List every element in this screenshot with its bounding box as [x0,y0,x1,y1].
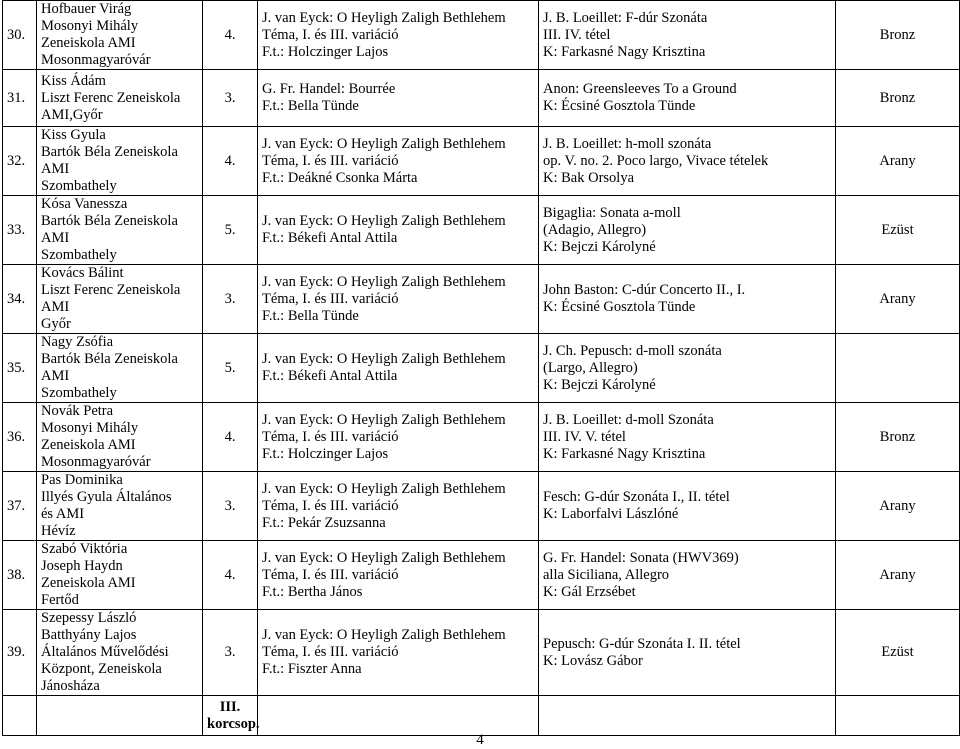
student-line: Általános Művelődési [41,644,169,660]
compulsory-piece-line: F.t.: Deákné Csonka Márta [262,169,418,186]
student-line: Mosonmagyaróvár [41,454,151,470]
student-cell [37,70,203,127]
chosen-piece-line: (Adagio, Allegro) [543,221,647,238]
chosen-piece-line: K: Laborfalvi Lászlóné [543,506,679,522]
table-row [3,70,960,127]
grade-cell: 3. [203,70,258,127]
compulsory-piece-cell [258,610,539,696]
award-cell: Bronz [836,403,960,472]
chosen-piece-line: III. IV. V. tétel [543,428,626,445]
student-line: AMI,Győr [41,106,103,123]
student-line: Szombathely [41,178,117,194]
compulsory-piece-line: Téma, I. és III. variáció [262,644,399,660]
student-line: Győr [41,316,71,332]
student-line: Illyés Gyula Általános [41,489,172,505]
compulsory-piece-cell [258,70,539,127]
compulsory-piece-cell [258,472,539,541]
student-cell [37,541,203,610]
award-cell: Arany [836,472,960,541]
student-line: Batthyány Lajos [41,627,137,643]
student-line: Kovács Bálint [41,265,124,281]
award-cell: Bronz [836,1,960,70]
compulsory-piece-line: F.t.: Holczinger Lajos [262,445,389,462]
chosen-piece-line: J. B. Loeillet: F-dúr Szonáta [543,9,708,26]
grade-cell: 4. [203,1,258,70]
age-group-line: korcsop. [207,715,260,732]
grade-cell: 4. [203,541,258,610]
student-cell [37,196,203,265]
compulsory-piece-line: F.t.: Békefi Antal Attila [262,368,398,384]
compulsory-piece-line: Téma, I. és III. variáció [262,497,399,514]
compulsory-piece-cell [258,265,539,334]
student-line: Bartók Béla Zeneiskola [41,144,178,160]
student-cell [37,472,203,541]
chosen-piece-cell [539,403,836,472]
award-cell: Ezüst [836,610,960,696]
compulsory-piece-line: G. Fr. Handel: Bourrée [262,81,396,97]
table-row [3,334,960,403]
chosen-piece-line: Pepusch: G-dúr Szonáta I. II. tétel [543,635,741,652]
compulsory-piece-line: F.t.: Bertha János [262,583,363,600]
student-line: Zeneiskola AMI [41,575,136,591]
table-row [3,610,960,696]
compulsory-piece-line: F.t.: Fiszter Anna [262,661,362,677]
chosen-piece-line: John Baston: C-dúr Concerto II., I. [543,282,746,298]
group-row [3,696,960,736]
chosen-piece-cell [539,265,836,334]
student-line: AMI [41,299,70,315]
student-line: Mosonyi Mihály [41,420,139,436]
compulsory-piece-line: J. van Eyck: O Heyligh Zaligh Bethlehem [262,627,506,643]
student-line: Fertőd [41,592,79,608]
grade-cell: 5. [203,334,258,403]
compulsory-piece-line: Téma, I. és III. variáció [262,428,399,445]
chosen-piece-cell [539,610,836,696]
student-line: és AMI [41,506,85,522]
row-number: 33. [3,196,37,265]
empty-cell [3,696,37,736]
compulsory-piece-line: Téma, I. és III. variáció [262,290,399,307]
compulsory-piece-cell [258,1,539,70]
row-number: 36. [3,403,37,472]
compulsory-piece-line: J. van Eyck: O Heyligh Zaligh Bethlehem [262,9,506,26]
compulsory-piece-cell [258,334,539,403]
student-line: Liszt Ferenc Zeneiskola [41,89,181,106]
student-line: Mosonyi Mihály [41,18,139,34]
student-line: Szepessy László [41,610,137,626]
student-line: Jánosháza [41,678,100,694]
student-line: Mosonmagyaróvár [41,52,151,68]
row-number: 32. [3,127,37,196]
row-number: 38. [3,541,37,610]
student-line: AMI [41,230,70,246]
student-cell [37,265,203,334]
chosen-piece-line: J. B. Loeillet: d-moll Szonáta [543,411,714,428]
student-line: Kiss Gyula [41,127,106,143]
chosen-piece-cell [539,196,836,265]
student-line: Szabó Viktória [41,541,128,557]
student-line: Joseph Haydn [41,558,123,574]
chosen-piece-line: G. Fr. Handel: Sonata (HWV369) [543,549,739,566]
student-line: Novák Petra [41,403,114,419]
row-number: 35. [3,334,37,403]
chosen-piece-line: Bigaglia: Sonata a-moll [543,204,681,221]
compulsory-piece-line: J. van Eyck: O Heyligh Zaligh Bethlehem [262,351,506,367]
compulsory-piece-line: J. van Eyck: O Heyligh Zaligh Bethlehem [262,273,506,290]
student-line: Bartók Béla Zeneiskola [41,213,178,229]
table-row [3,127,960,196]
grade-cell: 4. [203,127,258,196]
student-line: Nagy Zsófia [41,334,114,350]
student-line: Központ, Zeneiskola [41,661,162,677]
grade-cell: 3. [203,610,258,696]
table-row [3,1,960,70]
student-line: Szombathely [41,385,117,401]
student-line: Kiss Ádám [41,72,106,89]
award-cell [836,334,960,403]
table-row [3,472,960,541]
award-cell: Arany [836,265,960,334]
chosen-piece-cell [539,127,836,196]
table-row [3,196,960,265]
student-line: Kósa Vanessza [41,196,128,212]
chosen-piece-line: Fesch: G-dúr Szonáta I., II. tétel [543,489,730,505]
chosen-piece-line: J. Ch. Pepusch: d-moll szonáta [543,342,722,359]
age-group-line: III. [219,698,241,715]
empty-cell [836,696,960,736]
student-line: Pas Dominika [41,472,123,488]
chosen-piece-line: (Largo, Allegro) [543,359,638,376]
student-line: Liszt Ferenc Zeneiskola [41,282,181,298]
results-table-body [3,1,960,736]
row-number: 34. [3,265,37,334]
table-row [3,541,960,610]
grade-cell: 3. [203,472,258,541]
chosen-piece-line: K: Bak Orsolya [543,169,635,186]
row-number: 37. [3,472,37,541]
student-cell [37,1,203,70]
compulsory-piece-line: Téma, I. és III. variáció [262,152,399,169]
student-line: Zeneiskola AMI [41,35,136,51]
results-table [2,0,960,736]
compulsory-piece-line: F.t.: Bella Tünde [262,98,359,114]
student-line: Hofbauer Virág [41,1,132,17]
chosen-piece-line: K: Lovász Gábor [543,652,643,669]
chosen-piece-cell [539,472,836,541]
chosen-piece-line: op. V. no. 2. Poco largo, Vivace tételek [543,152,769,169]
student-line: Bartók Béla Zeneiskola [41,351,178,367]
student-line: Zeneiskola AMI [41,437,136,453]
chosen-piece-line: J. B. Loeillet: h-moll szonáta [543,135,712,152]
empty-cell [539,696,836,736]
compulsory-piece-cell [258,403,539,472]
compulsory-piece-line: J. van Eyck: O Heyligh Zaligh Bethlehem [262,411,506,428]
compulsory-piece-line: J. van Eyck: O Heyligh Zaligh Bethlehem [262,135,506,152]
student-line: Hévíz [41,523,76,539]
compulsory-piece-line: F.t.: Békefi Antal Attila [262,230,398,246]
compulsory-piece-line: J. van Eyck: O Heyligh Zaligh Bethlehem [262,213,506,229]
chosen-piece-cell [539,70,836,127]
row-number: 39. [3,610,37,696]
chosen-piece-line: K: Farkasné Nagy Krisztina [543,445,706,462]
chosen-piece-line: K: Écsiné Gosztola Tünde [543,98,696,114]
student-cell [37,127,203,196]
chosen-piece-cell [539,334,836,403]
student-cell [37,610,203,696]
table-row [3,403,960,472]
compulsory-piece-line: Téma, I. és III. variáció [262,26,399,43]
award-cell: Arany [836,541,960,610]
grade-cell: 5. [203,196,258,265]
chosen-piece-line: K: Gál Erzsébet [543,583,636,600]
student-cell [37,403,203,472]
grade-cell: 4. [203,403,258,472]
compulsory-piece-cell [258,127,539,196]
grade-cell: 3. [203,265,258,334]
student-cell [37,334,203,403]
chosen-piece-line: K: Écsiné Gosztola Tünde [543,299,696,315]
compulsory-piece-line: F.t.: Holczinger Lajos [262,43,389,60]
age-group-label [203,696,258,736]
compulsory-piece-line: J. van Eyck: O Heyligh Zaligh Bethlehem [262,549,506,566]
award-cell: Arany [836,127,960,196]
chosen-piece-line: alla Siciliana, Allegro [543,566,670,583]
award-cell: Bronz [836,70,960,127]
student-line: AMI [41,368,70,384]
chosen-piece-line: K: Bejczi Károlyné [543,238,656,255]
chosen-piece-line: Anon: Greensleeves To a Ground [543,81,737,97]
chosen-piece-line: III. IV. tétel [543,26,611,43]
chosen-piece-cell [539,541,836,610]
student-line: AMI [41,161,70,177]
row-number: 30. [3,1,37,70]
compulsory-piece-cell [258,541,539,610]
chosen-piece-cell [539,1,836,70]
compulsory-piece-line: F.t.: Pekár Zsuzsanna [262,514,386,531]
award-cell: Ezüst [836,196,960,265]
empty-cell [37,696,203,736]
table-row [3,265,960,334]
page-number: 4 [476,732,484,748]
compulsory-piece-line: J. van Eyck: O Heyligh Zaligh Bethlehem [262,480,506,497]
chosen-piece-line: K: Farkasné Nagy Krisztina [543,43,706,60]
student-line: Szombathely [41,247,117,263]
empty-cell [258,696,539,736]
compulsory-piece-cell [258,196,539,265]
row-number: 31. [3,70,37,127]
compulsory-piece-line: F.t.: Bella Tünde [262,307,359,324]
compulsory-piece-line: Téma, I. és III. variáció [262,566,399,583]
chosen-piece-line: K: Bejczi Károlyné [543,376,656,393]
